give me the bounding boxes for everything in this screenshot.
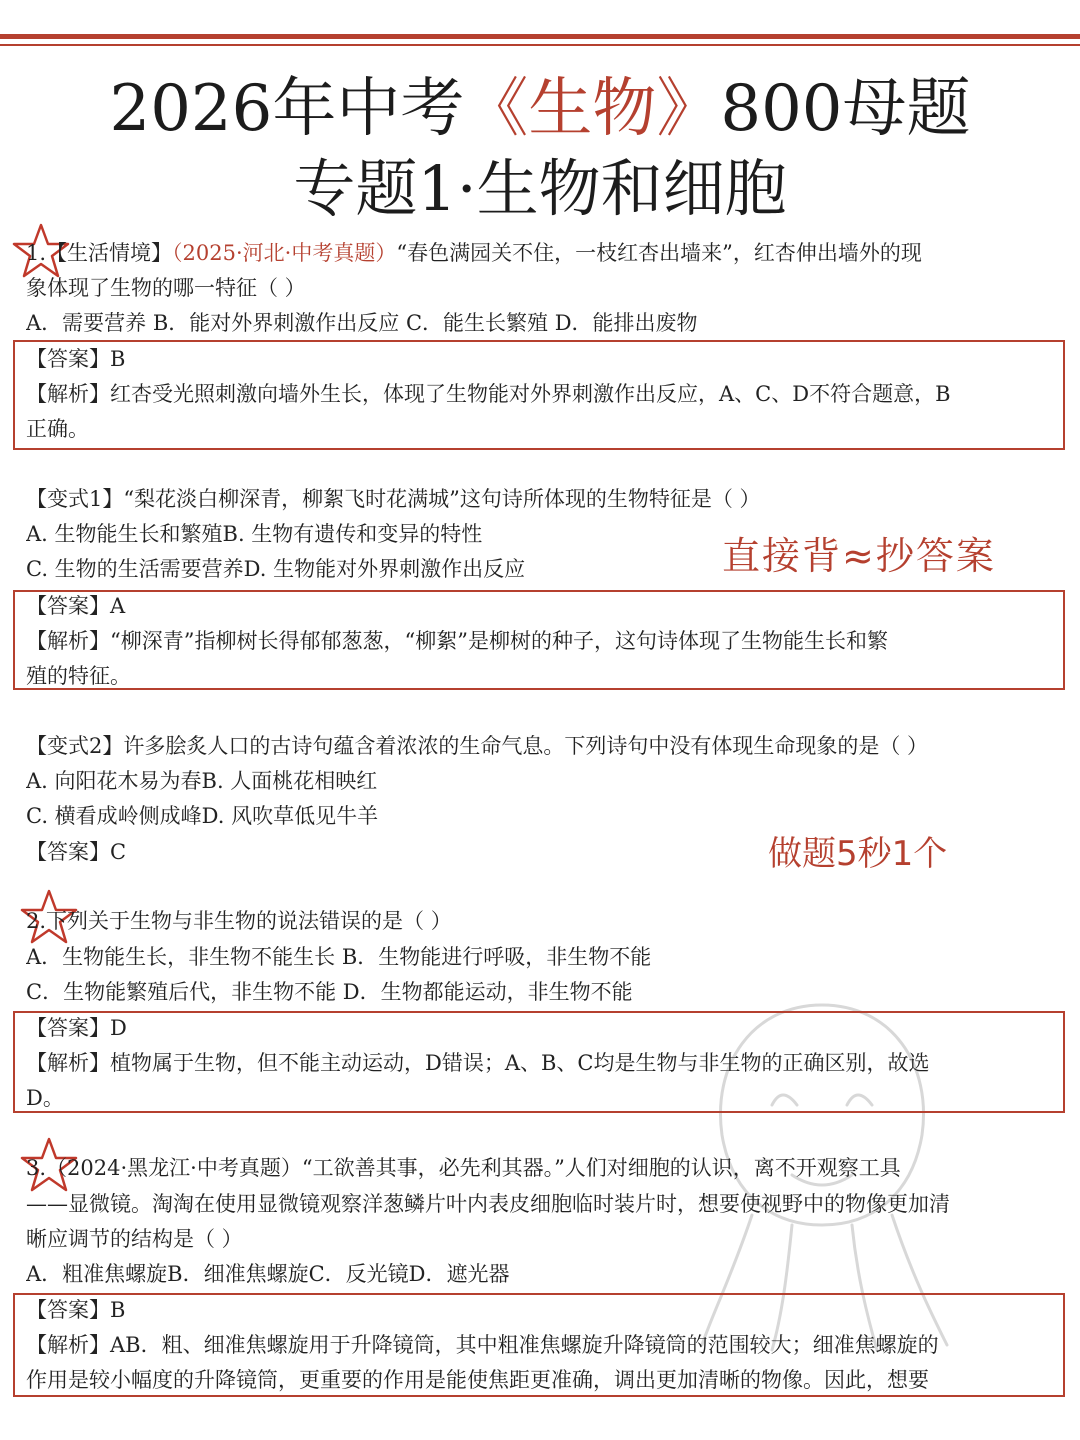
q1-stem-text: “春色满园关不住，一枝红杏出墙来”，红杏伸出墙外的现	[396, 241, 922, 265]
q1-answer: 【答案】B	[26, 347, 126, 371]
v2-options-line-1: A. 向阳花木易为春B. 人面桃花相映红	[26, 769, 378, 793]
v1-options-line-2: C. 生物的生活需要营养D. 生物能对外界刺激作出反应	[26, 557, 526, 581]
q3-stem-line-2: ——显微镜。淘淘在使用显微镜观察洋葱鳞片叶内表皮细胞临时装片时，想要使视野中的物像更加清	[26, 1192, 950, 1216]
q3-answer: 【答案】B	[26, 1298, 126, 1322]
title-prefix: 2026年中考	[109, 72, 465, 146]
handwritten-note-speed: 做题5秒1个	[768, 834, 948, 874]
q1-source: （2025·河北·中考真题）	[172, 241, 397, 265]
v1-options-line-1: A. 生物能生长和繁殖B. 生物有遗传和变异的特性	[26, 522, 483, 546]
top-border-thin	[0, 44, 1080, 46]
q1-tag: 1.【生活情境】	[26, 241, 173, 265]
q2-options-line-1: A．生物能生长，非生物不能生长 B．生物能进行呼吸，非生物不能	[26, 945, 652, 969]
page-title	[0, 68, 1080, 150]
q3-analysis-line-1: 【解析】AB．粗、细准焦螺旋用于升降镜筒，其中粗准焦螺旋升降镜筒的范围较大；细准焦螺旋的	[26, 1333, 939, 1357]
q1-stem-line-1	[26, 236, 1056, 271]
v1-analysis-line-1: 【解析】“柳深青”指柳树长得郁郁葱葱，“柳絮”是柳树的种子，这句诗体现了生物能生长和繁	[26, 629, 888, 653]
q1-analysis-line-1: 【解析】红杏受光照刺激向墙外生长，体现了生物能对外界刺激作出反应，A、C、D不符合题意，B	[26, 382, 951, 406]
q2-analysis-line-2: D。	[26, 1086, 64, 1110]
q1-stem-line-2: 象体现了生物的哪一特征（ ）	[26, 276, 306, 300]
q3-analysis-line-2: 作用是较小幅度的升降镜筒，更重要的作用是能使焦距更准确，调出更加清晰的物像。因此，想要	[26, 1368, 929, 1392]
title-subject: 《生物》	[464, 72, 721, 146]
v2-stem: 【变式2】许多脍炙人口的古诗句蕴含着浓浓的生命气息。下列诗句中没有体现生命现象的是（ ）	[26, 734, 929, 758]
v2-answer: 【答案】C	[26, 840, 127, 864]
v1-analysis-line-2: 殖的特征。	[26, 664, 131, 688]
q2-stem: 2.下列关于生物与非生物的说法错误的是（ ）	[26, 909, 452, 933]
q3-options: A．粗准焦螺旋B．细准焦螺旋C．反光镜D．遮光器	[26, 1262, 510, 1286]
v2-options-line-2: C. 横看成岭侧成峰D. 风吹草低见牛羊	[26, 804, 379, 828]
q2-answer: 【答案】D	[26, 1016, 127, 1040]
q1-options: A．需要营养 B．能对外界刺激作出反应 C．能生长繁殖 D．能排出废物	[26, 311, 698, 335]
handwritten-note-memorize: 直接背≈抄答案	[722, 534, 996, 578]
q3-stem-line-1: 3.（2024·黑龙江·中考真题）“工欲善其事，必先利其器。”人们对细胞的认识，离不开观察工具	[26, 1156, 901, 1180]
q1-analysis-line-2: 正确。	[26, 417, 89, 441]
page-subtitle: 专题1·生物和细胞	[293, 152, 787, 225]
q3-stem-line-3: 晰应调节的结构是（ ）	[26, 1227, 243, 1251]
title-suffix: 800母题	[720, 72, 971, 146]
v1-stem: 【变式1】“梨花淡白柳深青，柳絮飞时花满城”这句诗所体现的生物特征是（ ）	[26, 487, 761, 511]
v1-answer: 【答案】A	[26, 594, 126, 618]
q2-options-line-2: C．生物能繁殖后代，非生物不能 D．生物都能运动，非生物不能	[26, 980, 633, 1004]
top-border-thick	[0, 34, 1080, 39]
q2-analysis-line-1: 【解析】植物属于生物，但不能主动运动，D错误；A、B、C均是生物与非生物的正确区别，故选	[26, 1051, 930, 1075]
